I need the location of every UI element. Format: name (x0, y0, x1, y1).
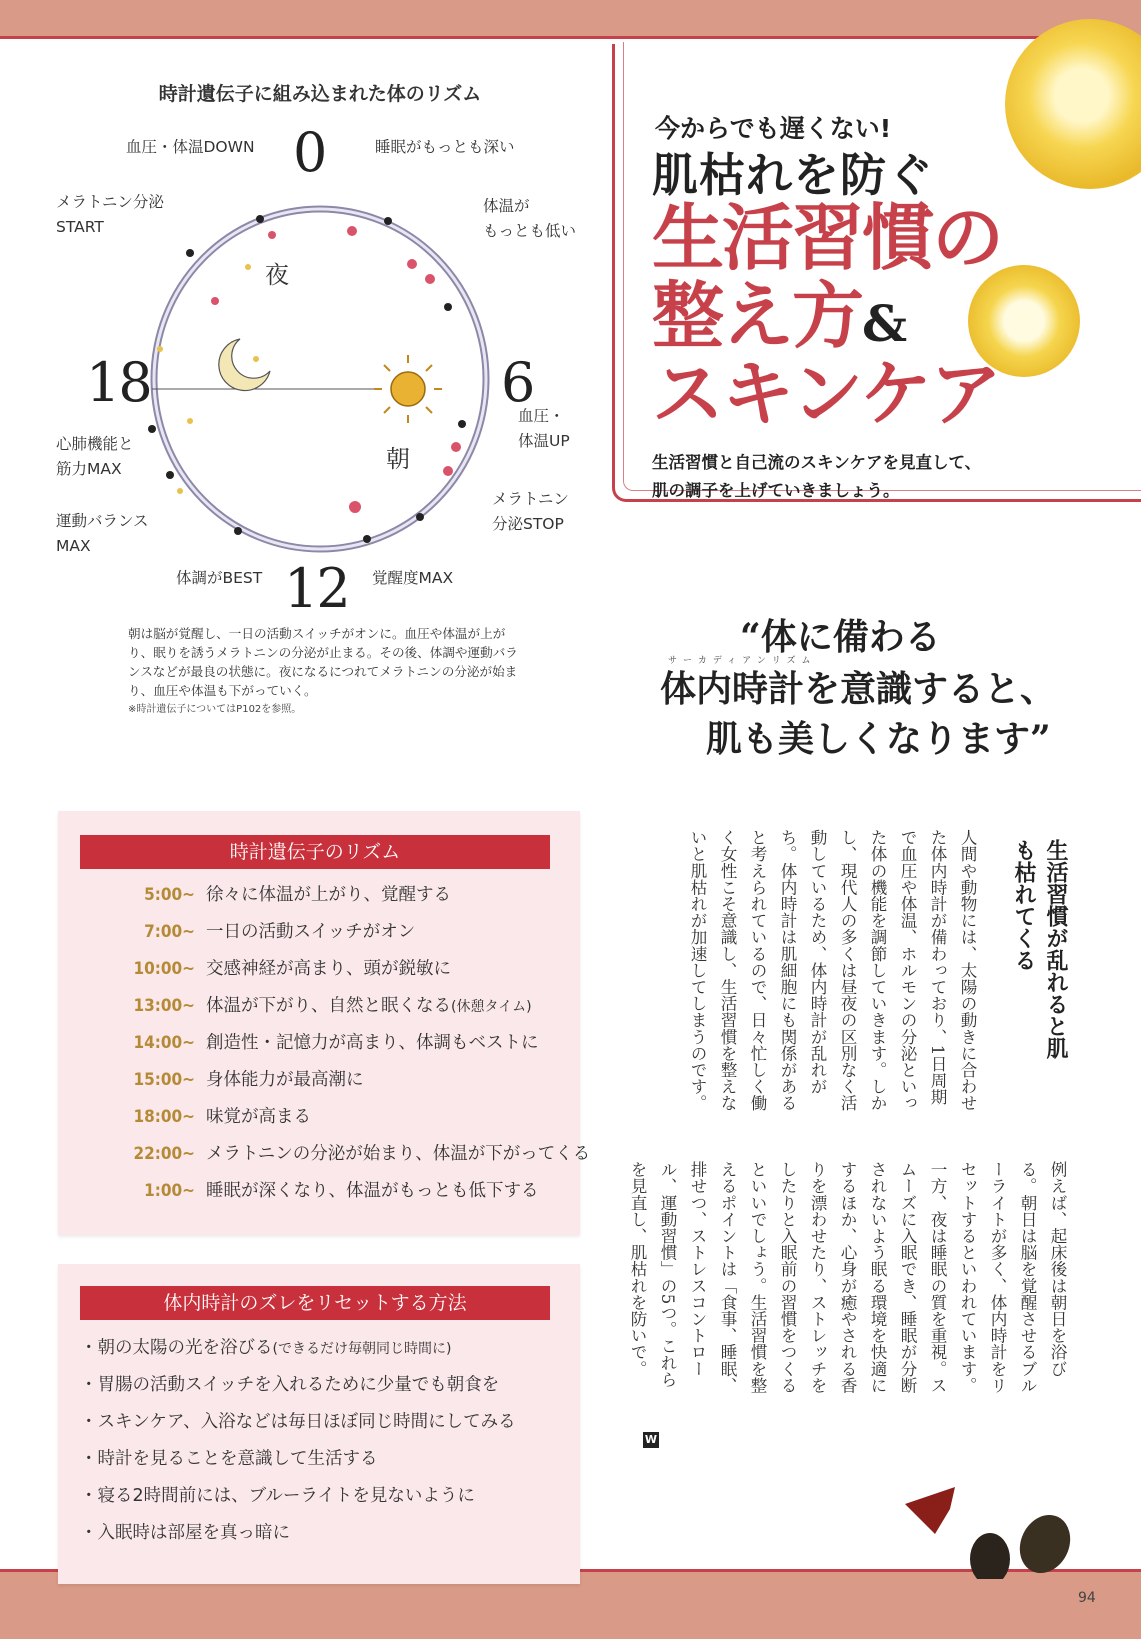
rhythm-text: メラトニンの分泌が始まり、体温が下がってくる (206, 1144, 591, 1164)
clock-title: 時計遺伝子に組み込まれた体のリズム (158, 83, 482, 105)
hour-6: 6 (501, 351, 534, 414)
clock-caption (128, 624, 518, 719)
reset-item (80, 1478, 570, 1515)
title-line-4: スキンケア (652, 351, 1000, 436)
rhythm-row (80, 988, 560, 1025)
reset-item-text: ・胃腸の活動スイッチを入れるために少量でも朝食を (80, 1375, 500, 1395)
hour-0: 0 (293, 121, 326, 184)
article-body-2: 例えば、起床後は朝日を浴びる。朝日は脳を覚醒させるブルーライトが多く、体内時計をリセットするといわれています。一方、夜は睡眠の質を重視。スムーズに入眠でき、睡眠が分断されないよう眠る環境を快適にするほか、心身が癒やされる香りを漂わせたり、ストレッチをしたりと入眠前の習慣をつくるといいでしょう。生活習慣を整えるポイントは「食事、睡眠、排せつ、ストレスコントロール、運動習慣」の5つ。これらを見直し、肌枯れを防いで。 (628, 1161, 1067, 1394)
title-lead: 今からでも遅くない! (655, 114, 892, 143)
quote-line-2: 体内時計を意識すると、 (660, 668, 1057, 710)
title-subcopy: 生活習慣と自己流のスキンケアを見直して、 肌の調子を上げていきましょう。 (652, 453, 982, 500)
reset-item (80, 1441, 570, 1478)
rhythm-row (80, 1099, 560, 1136)
reset-item (80, 1367, 570, 1404)
reset-item (80, 1515, 570, 1552)
reset-panel (58, 1264, 580, 1584)
title-line-1: 肌枯れを防ぐ (652, 148, 934, 202)
rhythm-time: 18:00~ (133, 1107, 195, 1127)
moon-icon (219, 339, 270, 391)
rhythm-time: 15:00~ (133, 1070, 195, 1090)
morning-label: 朝 (386, 445, 410, 473)
rhythm-time: 10:00~ (133, 959, 195, 979)
label-melatonin-stop: メラトニン 分泌STOP (492, 490, 569, 533)
rhythm-row (80, 1025, 560, 1062)
label-temp-low: 体温が もっとも低い (483, 197, 577, 240)
magazine-page (0, 36, 1141, 1572)
reset-item (80, 1330, 570, 1367)
rhythm-text: 体温が下がり、自然と眠くなる (206, 996, 451, 1016)
reset-item-note: (できるだけ毎朝同じ時間に) (272, 1341, 452, 1357)
label-sleep-deep: 睡眠がもっとも深い (375, 138, 515, 156)
rhythm-time: 13:00~ (133, 996, 195, 1016)
seed-pods-image (895, 1479, 1095, 1579)
rhythm-text: 一日の活動スイッチがオン (206, 922, 416, 942)
reset-heading: 体内時計のズレをリセットする方法 (80, 1286, 550, 1320)
label-melatonin-start: メラトニン分泌 START (56, 193, 164, 236)
quote-line-1: “体に備わる (740, 616, 941, 658)
hour-12: 12 (284, 557, 349, 620)
reset-item-text: ・時計を見ることを意識して生活する (80, 1449, 378, 1469)
title-line-2: 生活習慣の (652, 195, 1003, 280)
rhythm-text: 創造性・記憶力が高まり、体調もベストに (206, 1033, 539, 1053)
article-heading: 生活習慣が乱れると肌も枯れてくる (1011, 839, 1069, 1059)
rhythm-note: (休憩タイム) (451, 999, 532, 1015)
rhythm-row (80, 1136, 591, 1173)
ampersand: & (862, 294, 906, 353)
rhythm-time: 22:00~ (133, 1144, 195, 1164)
rhythm-time: 5:00~ (144, 885, 195, 905)
clock-caption-text: 朝は脳が覚醒し、一日の活動スイッチがオンに。血圧や体温が上がり、眠りを誘うメラトニンの分泌が止まる。その後、体調や運動バランスなどが最良の状態に。夜になるにつれてメラトニンの分泌が始まり、血圧や体温も下がっていく。 (128, 626, 518, 698)
title-line-3: 整え方 (652, 273, 863, 358)
sun-icon (391, 372, 425, 406)
label-bp-up: 血圧・ 体温UP (518, 407, 570, 450)
label-bp-down: 血圧・体温DOWN (126, 138, 255, 156)
rhythm-panel (58, 811, 591, 1235)
clock-note: ※時計遺伝子についてはP102を参照。 (128, 704, 302, 715)
rhythm-row (80, 1173, 560, 1210)
rhythm-text: 睡眠が深くなり、体温がもっとも低下する (206, 1181, 539, 1201)
rhythm-text: 味覚が高まる (206, 1107, 311, 1127)
rhythm-time: 7:00~ (144, 922, 195, 942)
label-condition: 体調がBEST (176, 569, 263, 587)
label-balance: 運動バランス MAX (56, 512, 149, 555)
rhythm-text: 徐々に体温が上がり、覚醒する (206, 885, 451, 905)
article-body-1: 人間や動物には、太陽の動きに合わせた体内時計が備わっており、1日周期で血圧や体温、ホルモンの分泌といった体の機能を調節していきます。しかし、現代人の多くは昼夜の区別なく活動しているため、体内時計が乱れがち。体内時計は肌細胞にも関係があると考えられているので、日々忙しく働く女性こそ意識し、生活習慣を整えないと肌枯れが加速してしまうのです。 (688, 829, 977, 1112)
rhythm-row (80, 951, 560, 988)
label-cardio: 心肺機能と 筋力MAX (56, 435, 134, 478)
rhythm-text-wrap (206, 988, 532, 1026)
clock-ring (154, 209, 486, 549)
reset-item-text: ・寝る2時間前には、ブルーライトを見ないように (80, 1486, 475, 1506)
rhythm-heading: 時計遺伝子のリズム (80, 835, 550, 869)
rhythm-text: 身体能力が最高潮に (206, 1070, 364, 1090)
quote-line-3: 肌も美しくなります” (706, 718, 1051, 760)
hour-18: 18 (86, 351, 151, 414)
end-mark-icon: W (644, 1433, 658, 1446)
reset-item (80, 1404, 570, 1441)
rhythm-time: 14:00~ (133, 1033, 195, 1053)
rhythm-row (80, 914, 560, 951)
night-label: 夜 (265, 261, 289, 289)
rhythm-text: 交感神経が高まり、頭が鋭敏に (206, 959, 451, 979)
rhythm-row (80, 1062, 560, 1099)
label-alert: 覚醒度MAX (372, 569, 454, 587)
clock-diagram (130, 189, 500, 569)
reset-item-text: ・入眠時は部屋を真っ暗に (80, 1523, 290, 1543)
reset-item-text: ・朝の太陽の光を浴びる (80, 1338, 273, 1358)
quote-ruby: サーカディアンリズム (668, 656, 817, 666)
rhythm-time: 1:00~ (144, 1181, 195, 1201)
rhythm-row (80, 877, 560, 914)
page-number: 94 (1078, 1590, 1096, 1606)
reset-item-text: ・スキンケア、入浴などは毎日ほぼ同じ時間にしてみる (80, 1412, 516, 1432)
